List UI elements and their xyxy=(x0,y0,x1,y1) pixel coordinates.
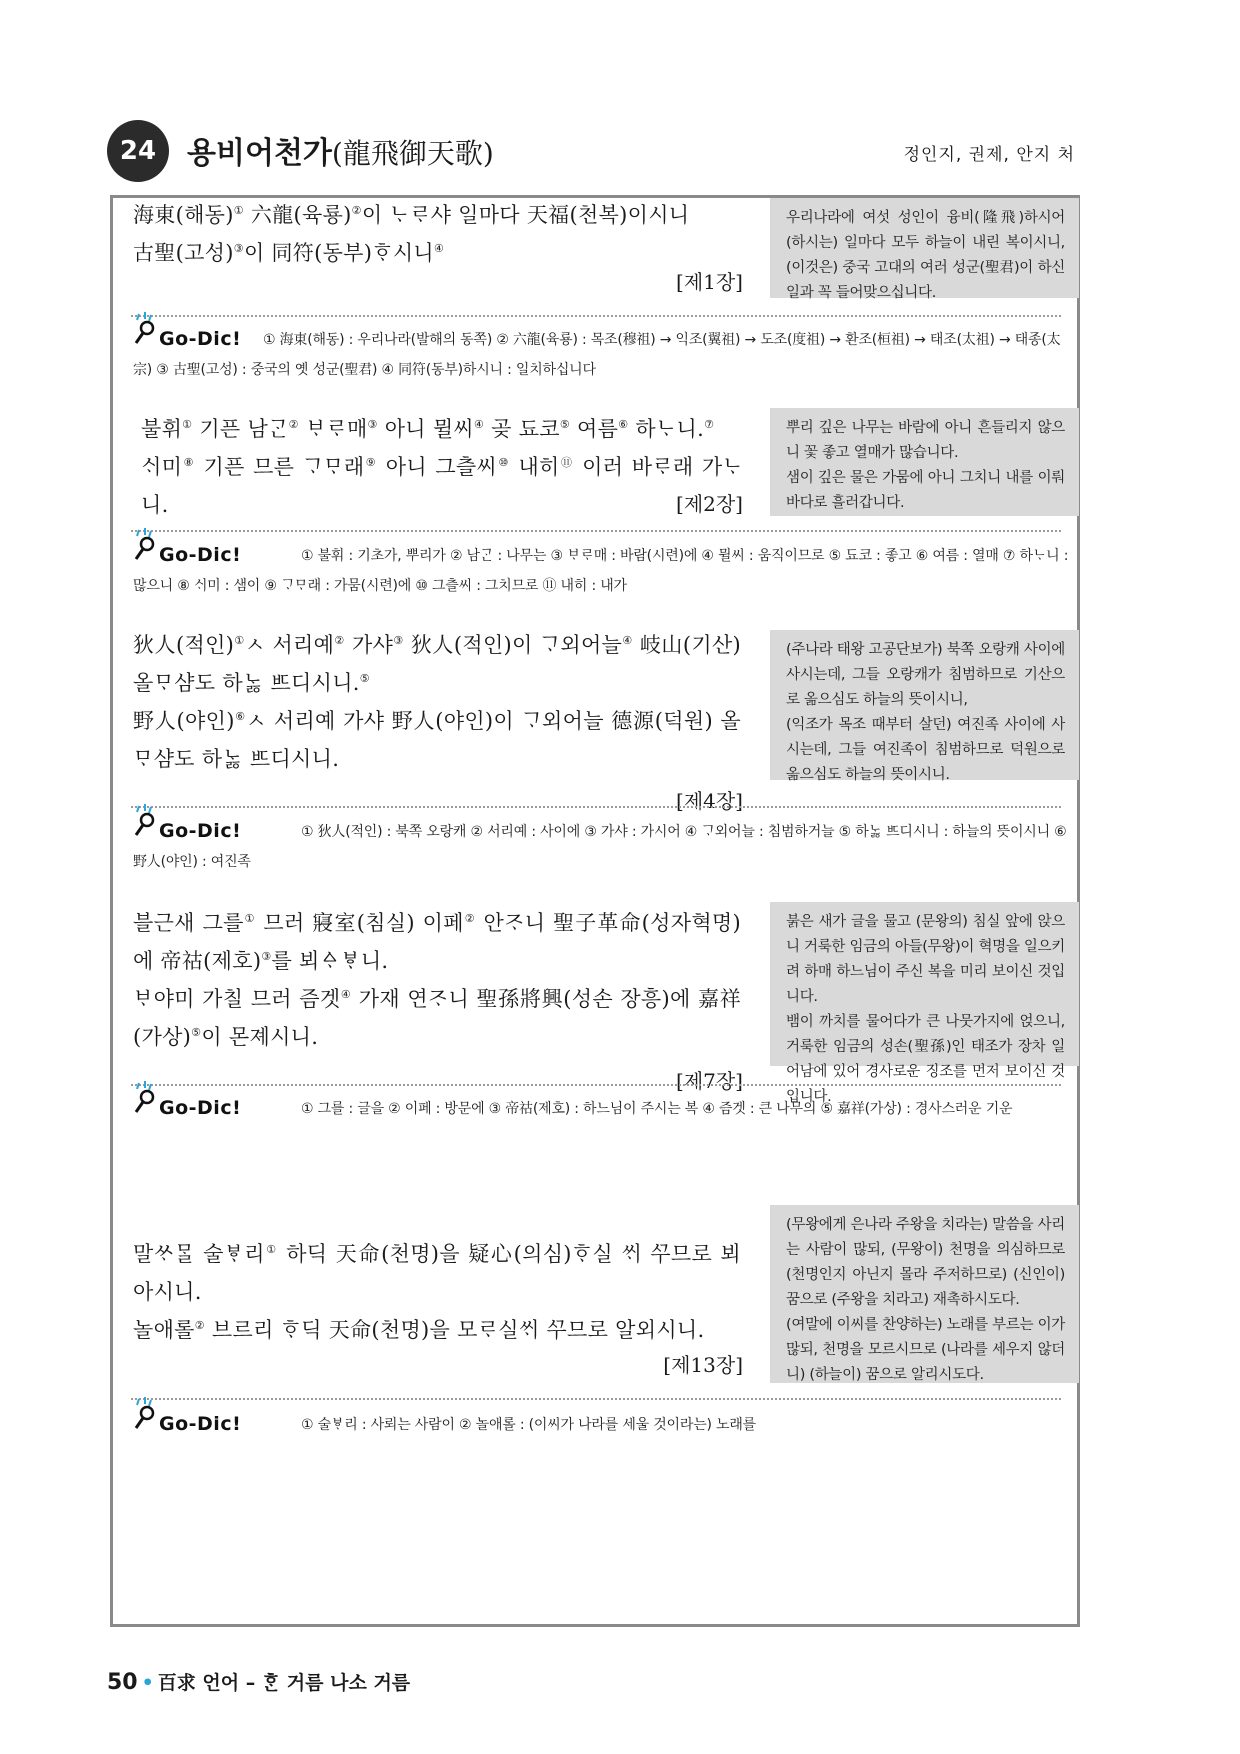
divider xyxy=(131,530,1061,532)
verse-text xyxy=(133,1235,741,1349)
stanza-number: [제1장] xyxy=(676,270,743,294)
translation-box: 뿌리 깊은 나무는 바람에 아니 흔들리지 않으니 꽃 좋고 열매가 많습니다. 샘이 깊은 물은 가뭄에 아니 그치니 내를 이뤄 바다로 흘러갑니다. xyxy=(770,408,1079,516)
divider xyxy=(131,1398,1061,1400)
verse-text xyxy=(133,904,741,1056)
verse-line: ᄉᆡ미⑧ 기픈 므른 ᄀᆞᄆᆞ래⑨ 아니 그츨씨⑩ 내히⑪ 이러 바ᄅᆞ래 가ᄂᆞ니. xyxy=(141,455,744,517)
verse-line: 말ᄊᆞᄆᆞᆯ 술ᄫᆞ리① 하딕 天命(천명)을 疑心(의심)ᄒᆞ실 ᄊᆡ ᄭᅮ므로 뵈아시니. xyxy=(133,1242,741,1304)
verse-line: 놀애롤② 브르리 ᄒᆞ딕 天命(천명)을 모ᄅᆞ실ᄊᆡ ᄭᅮ므로 알외시니. xyxy=(133,1318,705,1342)
godic-glossary: Go-Dic! ① 그를 : 글을 ② 이페 : 방문에 ③ 帝祜(제호) : 하느님이 주시는 복 ④ 즘겟 : 큰 나무의 ⑤ 嘉祥(가상) : 경사스러운 기운 xyxy=(133,1094,1071,1124)
page-footer xyxy=(107,1668,410,1695)
verse-text xyxy=(133,626,741,778)
godic-glossary: Go-Dic! ① 불휘 : 기초가, 뿌리가 ② 남ᄀᆞᆫ : 나무는 ③ ᄇᆞᄅᆞ매 : 바람(시련)에 ④ 뮐씨 : 움직이므로 ⑤ 됴코 : 좋고 ⑥ 여름 : 열매 ⑦ 하ᄂᆞ니 : 많으니 ⑧ ᄉᆡ미 : 샘이 ⑨ ᄀᆞᄆᆞ래 : 가뭄(시련)에 ⑩ 그츨씨 : 그치므로 ⑪ 내히 : 내가 xyxy=(133,541,1071,601)
translation-box: 우리나라에 여섯 성인이 융비(隆飛)하시어 (하시는) 일마다 모두 하늘이 내린 복이시니, (이것은) 중국 고대의 여러 성군(聖君)이 하신 일과 꼭 들어맞으십니다. xyxy=(770,198,1079,298)
verse-line: ᄇᆞ야미 가칠 므러 즘겟④ 가재 연ᄌᆞ니 聖孫將興(성손 장흥)에 嘉祥(가상)⑤이 몬졔시니. xyxy=(133,987,741,1049)
book-title: 百求 언어 – ᄒᆞᆫ 거름 나소 거름 xyxy=(157,1672,411,1694)
stanza-number: [제2장] xyxy=(676,492,743,516)
content-frame xyxy=(110,195,1080,1627)
section-number: 24 xyxy=(107,120,169,182)
page-number: 50 xyxy=(107,1670,138,1695)
page-header xyxy=(107,120,1079,186)
godic-badge: Go-Dic! xyxy=(133,1095,259,1123)
godic-glossary: Go-Dic! ① 술ᄫᆞ리 : 사뢰는 사람이 ② 놀애롤 : (이씨가 나라를 세울 것이라는) 노래를 xyxy=(133,1410,1071,1440)
divider xyxy=(131,806,1061,808)
verse-line: 野人(야인)⑥ㅅ 서리예 가샤 野人(야인)이 ᄀᆞ외어늘 德源(덕원) 올ᄆᆞ샴도 하ᄂᆞᇙ ᄠᅳ디시니. xyxy=(133,709,741,771)
authors: 정인지, 권제, 안지 처 xyxy=(903,145,1075,165)
title-hanja: (龍飛御天歌) xyxy=(331,137,494,170)
godic-glossary: Go-Dic! ① 狄人(적인) : 북쪽 오랑캐 ② 서리예 : 사이에 ③ 가샤 : 가시어 ④ ᄀᆞ외어늘 : 침범하거늘 ⑤ 하ᄂᆞᇙ ᄠᅳ디시니 : 하늘의 뜻이시니 ⑥ 野人(야인) : 여진족 xyxy=(133,817,1071,877)
translation-box: (주나라 태왕 고공단보가) 북쪽 오랑캐 사이에 사시는데, 그들 오랑캐가 침범하므로 기산으로 옮으심도 하늘의 뜻이시니, (익조가 목조 때부터 살던) 여진족 사이에 사시는데, 그들 여진족이 침범하므로 덕원으로 옮으심도 하늘의 뜻이시니. xyxy=(770,630,1079,780)
godic-badge: Go-Dic! xyxy=(133,818,259,846)
divider xyxy=(131,1084,1061,1086)
stanza-number: [제4장] xyxy=(676,789,743,813)
verse-line: 狄人(적인)①ㅅ 서리예② 가샤③ 狄人(적인)이 ᄀᆞ외어늘④ 岐山(기산) 올ᄆᆞ샴도 하ᄂᆞᇙ ᄠᅳ디시니.⑤ xyxy=(133,633,742,695)
stanza-number: [제13장] xyxy=(663,1353,743,1377)
godic-badge: Go-Dic! xyxy=(133,542,259,570)
verse-line: 海東(해동)① 六龍(육룡)②이 ᄂᆞᄅᆞ샤 일마다 天福(천복)이시니 xyxy=(133,203,690,227)
godic-glossary: Go-Dic! ① 海東(해동) : 우리나라(발해의 동쪽) ② 六龍(육룡) : 목조(穆祖) → 익조(翼祖) → 도조(度祖) → 환조(桓祖) → 태조(太祖) → 태종(太宗) ③ 古聖(고성) : 중국의 옛 성군(聖君) ④ 同符(동부)하시니 : 일치하십니다 xyxy=(133,325,1071,385)
translation-box: (무왕에게 은나라 주왕을 치라는) 말씀을 사리는 사람이 많되, (무왕이) 천명을 의심하므로 (천명인지 아닌지 몰라 주저하므로) (신인이) 꿈으로 (주왕을 치라고) 재촉하시도다. (여말에 이씨를 찬양하는) 노래를 부르는 이가 많되, 천명을 모르시므로 (나라를 세우지 않더니) (하늘이) 꿈으로 알리시도다. xyxy=(770,1205,1079,1383)
bullet-icon: • xyxy=(141,1672,154,1694)
stanza-number: [제7장] xyxy=(676,1069,743,1093)
verse-line: 불휘① 기픈 남ᄀᆞᆫ② ᄇᆞᄅᆞ매③ 아니 뮐씨④ 곶 됴코⑤ 여름⑥ 하ᄂᆞ니.⑦ xyxy=(141,417,715,441)
title-korean: 용비어천가 xyxy=(187,136,332,171)
verse-line: 블근새 그를① 므러 寢室(침실) 이페② 안ᄌᆞ니 聖子革命(성자혁명)에 帝祜(제호)③를 뵈ᅀᆞᄫᆞ니. xyxy=(133,911,742,973)
godic-badge: Go-Dic! xyxy=(133,1411,259,1439)
verse-line: 古聖(고성)③이 同符(동부)ᄒᆞ시니④ xyxy=(133,241,445,265)
translation-box: 붉은 새가 글을 물고 (문왕의) 침실 앞에 앉으니 거룩한 임금의 아들(무왕)이 혁명을 일으키려 하매 하느님이 주신 복을 미리 보이신 것입니다. 뱀이 까치를 물어다가 큰 나뭇가지에 얹으니, 거룩한 임금의 성손(聖孫)인 태조가 장차 일어남에 있어 경사로운 징조를 먼저 보이신 것입니다. xyxy=(770,902,1079,1066)
divider xyxy=(131,315,1061,317)
page-title xyxy=(187,128,494,172)
verse-text xyxy=(133,196,741,272)
godic-badge: Go-Dic! xyxy=(133,326,259,354)
